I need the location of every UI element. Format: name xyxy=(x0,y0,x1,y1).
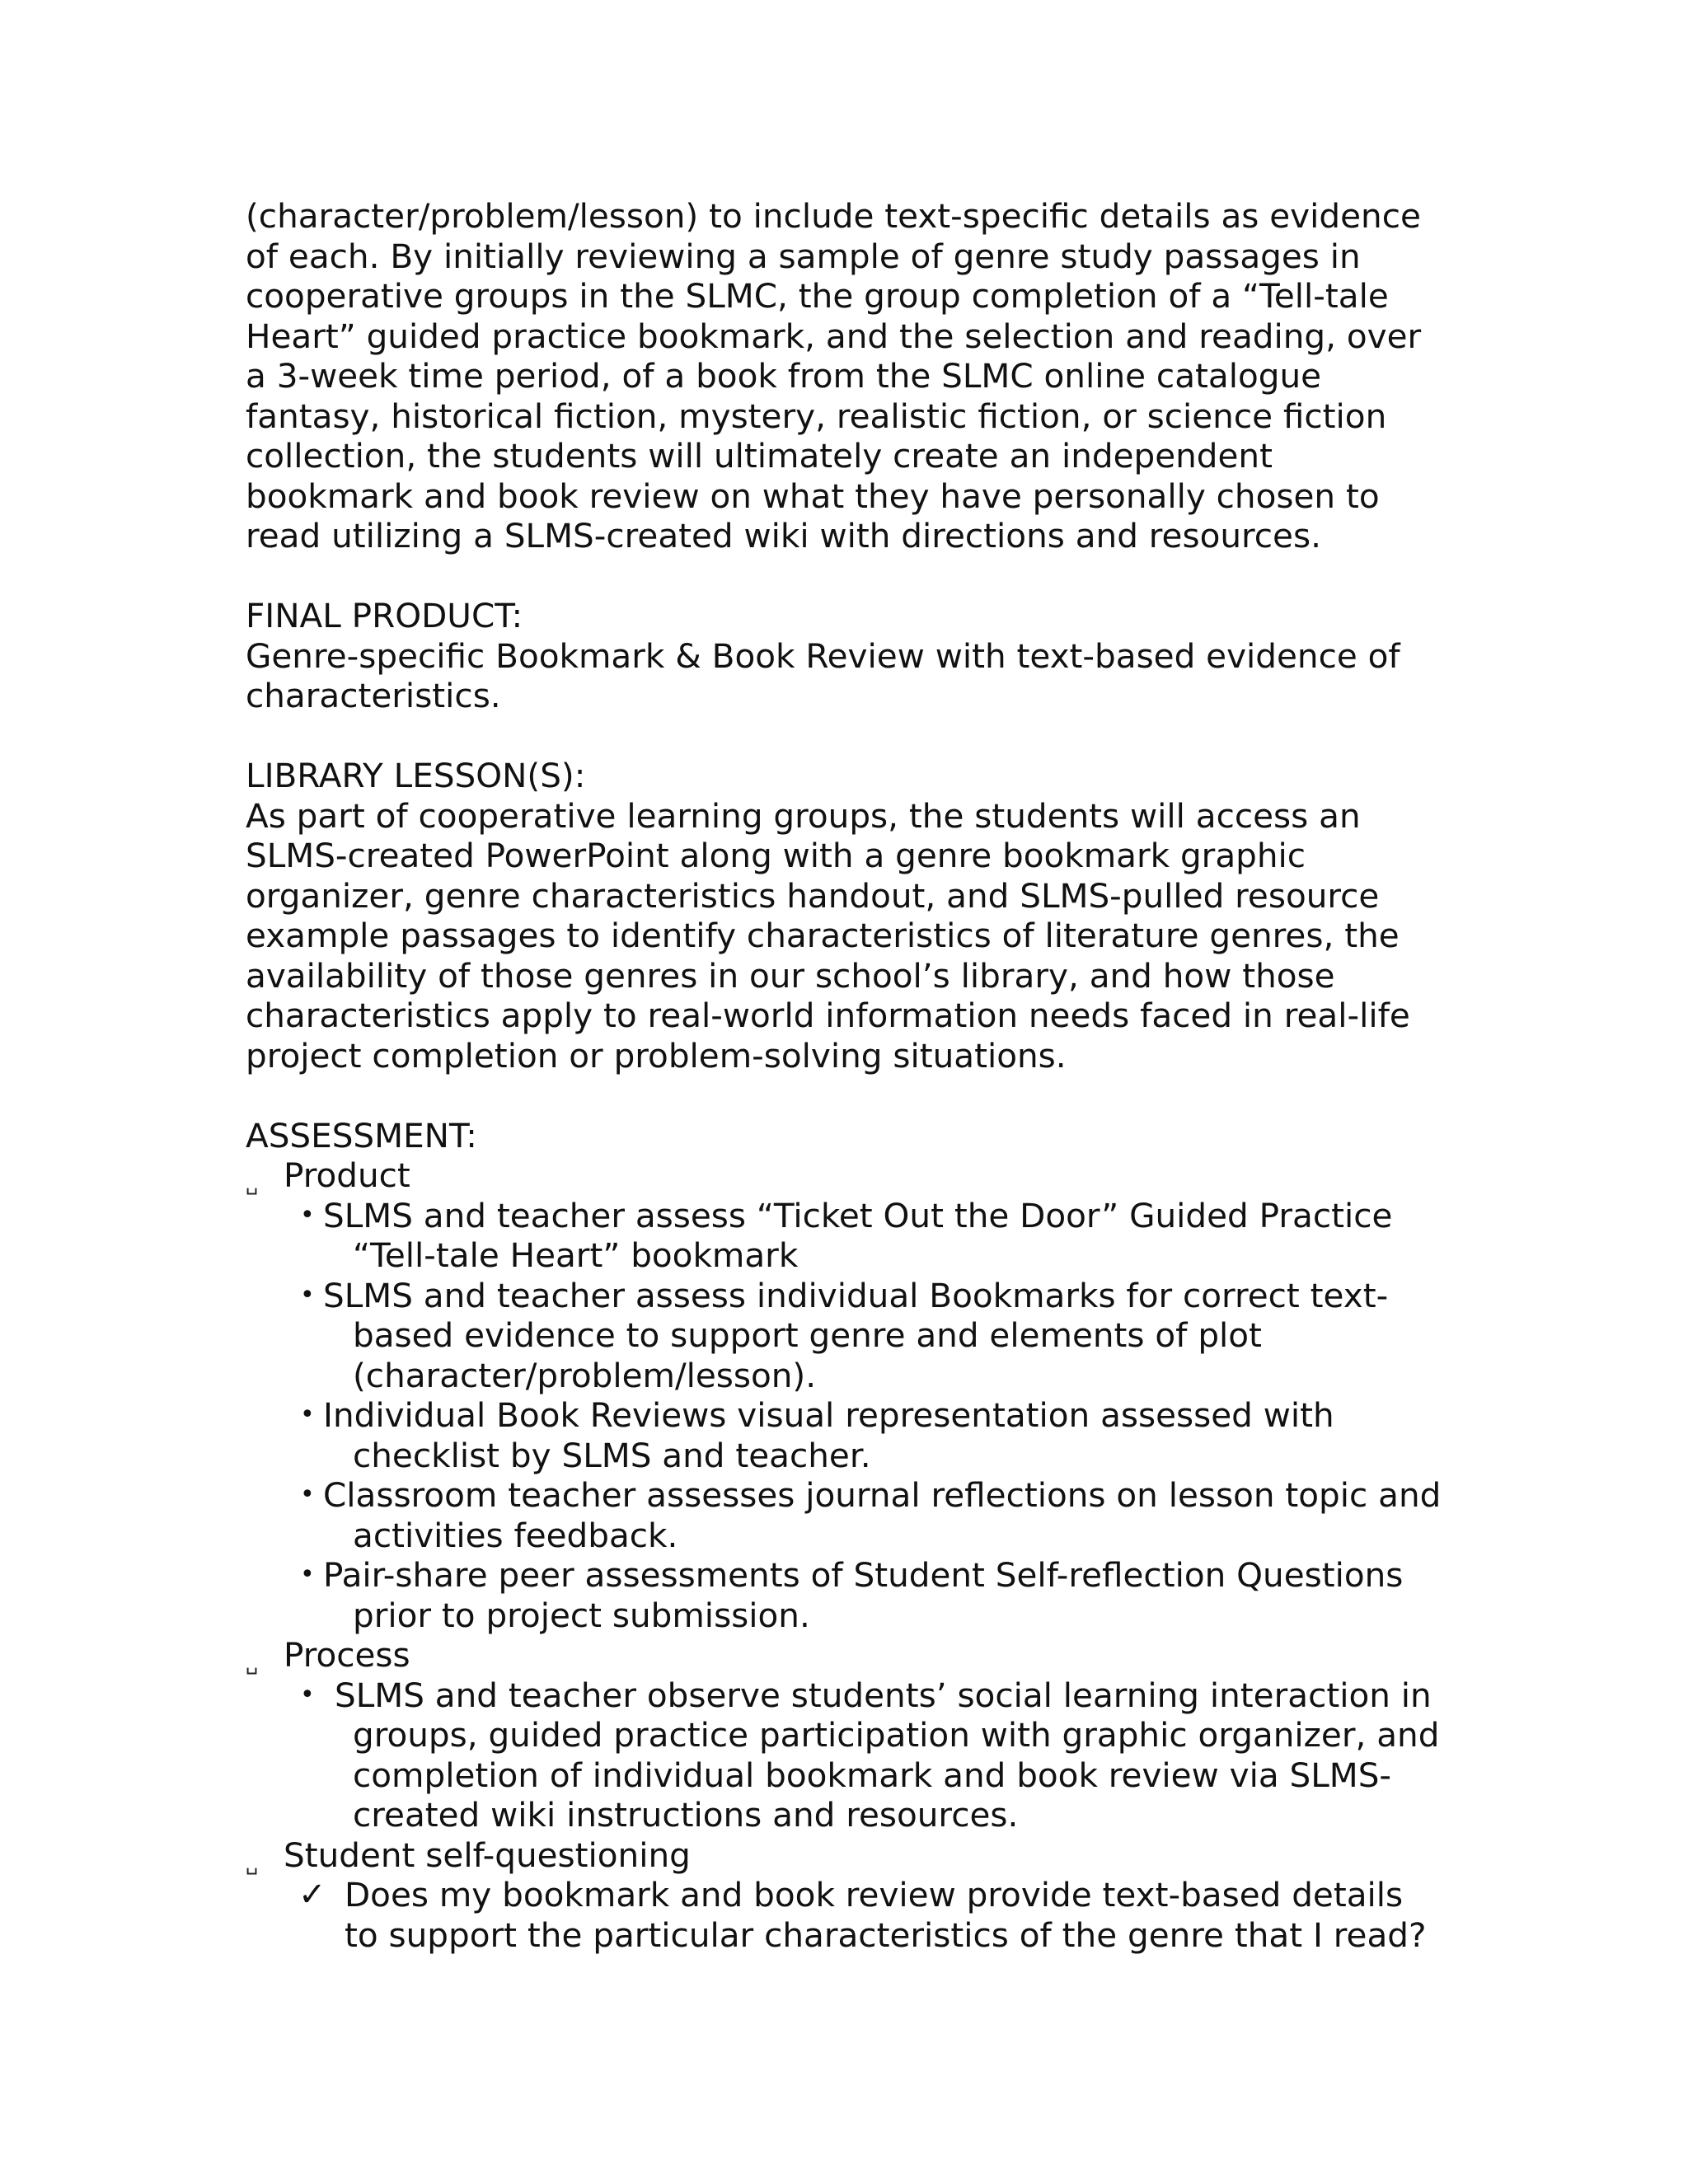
list-item xyxy=(246,1395,1457,1475)
list-label: Process xyxy=(284,1635,410,1675)
final-product-section xyxy=(246,596,1457,716)
library-lessons-line: organizer, genre characteristics handout, and SLMS-pulled resource xyxy=(246,875,1380,916)
checkmark-icon: ✓ xyxy=(298,1876,326,1914)
library-lessons-section xyxy=(246,756,1457,1076)
library-lessons-line: example passages to identify characteristics of literature genres, the xyxy=(246,916,1400,955)
spacer xyxy=(246,1076,1457,1116)
assessment-product xyxy=(246,1155,1457,1196)
intro-line: collection, the students will ultimately create an independent xyxy=(246,436,1273,476)
list-item-text: Does my bookmark and book review provide text-based details xyxy=(345,1875,1404,1915)
list-item-text: created wiki instructions and resources. xyxy=(353,1795,1019,1835)
list-item-text: Individual Book Reviews visual representation assessed with xyxy=(323,1395,1334,1435)
assessment-self-questioning xyxy=(246,1835,1457,1876)
library-lessons-line: availability of those genres in our school’s library, and how those xyxy=(246,955,1335,996)
document-body xyxy=(246,196,1457,1955)
list-item-text: to support the particular characteristics of the genre that I read? xyxy=(345,1915,1427,1955)
list-label: Student self-questioning xyxy=(284,1835,691,1875)
bullet-icon: • xyxy=(300,1400,315,1429)
list-item xyxy=(246,1875,1457,1955)
list-item-text: Pair-share peer assessments of Student Self-reflection Questions xyxy=(323,1555,1404,1595)
list-label: Product xyxy=(284,1155,410,1195)
spacer xyxy=(246,556,1457,597)
section-heading: FINAL PRODUCT: xyxy=(246,596,523,635)
list-item-text: “Tell-tale Heart” bookmark xyxy=(353,1235,799,1275)
intro-line: Heart” guided practice bookmark, and the selection and reading, over xyxy=(246,316,1422,356)
bullet-icon: • xyxy=(300,1560,315,1589)
bullet-icon: • xyxy=(300,1480,315,1509)
section-heading: ASSESSMENT: xyxy=(246,1115,477,1155)
assessment-process xyxy=(246,1635,1457,1675)
intro-line: a 3-week time period, of a book from the SLMC online catalogue xyxy=(246,356,1322,396)
intro-line: read utilizing a SLMS-created wiki with directions and resources. xyxy=(246,516,1321,555)
list-item xyxy=(246,1276,1457,1396)
bullet-icon: • xyxy=(300,1280,315,1310)
list-marker-icon: ␣ xyxy=(246,1172,259,1195)
library-lessons-line: characteristics apply to real-world information needs faced in real-life xyxy=(246,996,1410,1035)
list-marker-icon: ␣ xyxy=(246,1851,259,1875)
intro-line: of each. By initially reviewing a sample of genre study passages in xyxy=(246,236,1361,276)
list-item xyxy=(246,1196,1457,1276)
list-item xyxy=(246,1675,1457,1835)
list-item-text: prior to project submission. xyxy=(353,1595,810,1635)
library-lessons-line: As part of cooperative learning groups, the students will access an xyxy=(246,795,1361,836)
list-item-text: activities feedback. xyxy=(353,1515,678,1555)
final-product-line: characteristics. xyxy=(246,676,501,715)
list-item-text: SLMS and teacher observe students’ social learning interaction in xyxy=(335,1675,1432,1715)
list-item-text: SLMS and teacher assess individual Bookmarks for correct text- xyxy=(323,1275,1389,1315)
list-item-text: completion of individual bookmark and book review via SLMS- xyxy=(353,1755,1392,1795)
list-item-text: (character/problem/lesson). xyxy=(353,1355,817,1395)
bullet-icon: • xyxy=(300,1680,315,1709)
list-item-text: SLMS and teacher assess “Ticket Out the Door” Guided Practice xyxy=(323,1195,1393,1235)
library-lessons-line: project completion or problem-solving situations. xyxy=(246,1035,1067,1076)
section-heading: LIBRARY LESSON(S): xyxy=(246,756,586,795)
intro-line: cooperative groups in the SLMC, the group completion of a “Tell-tale xyxy=(246,276,1389,316)
final-product-line: Genre-specific Bookmark & Book Review with text-based evidence of xyxy=(246,635,1400,676)
intro-line: bookmark and book review on what they have personally chosen to xyxy=(246,476,1380,516)
spacer xyxy=(246,716,1457,757)
list-item-text: based evidence to support genre and elements of plot xyxy=(353,1315,1262,1355)
bullet-icon: • xyxy=(300,1200,315,1230)
assessment-section xyxy=(246,1116,1457,1956)
intro-line: (character/problem/lesson) to include text-specific details as evidence xyxy=(246,196,1421,236)
list-item xyxy=(246,1555,1457,1635)
list-item xyxy=(246,1475,1457,1555)
intro-paragraph xyxy=(246,196,1457,556)
list-item-text: groups, guided practice participation with graphic organizer, and xyxy=(353,1715,1440,1755)
list-marker-icon: ␣ xyxy=(246,1652,259,1675)
list-item-text: Classroom teacher assesses journal reflections on lesson topic and xyxy=(323,1475,1442,1515)
library-lessons-line: SLMS-created PowerPoint along with a genre bookmark graphic xyxy=(246,836,1306,875)
list-item-text: checklist by SLMS and teacher. xyxy=(353,1435,871,1475)
intro-line: fantasy, historical fiction, mystery, realistic fiction, or science fiction xyxy=(246,396,1387,436)
